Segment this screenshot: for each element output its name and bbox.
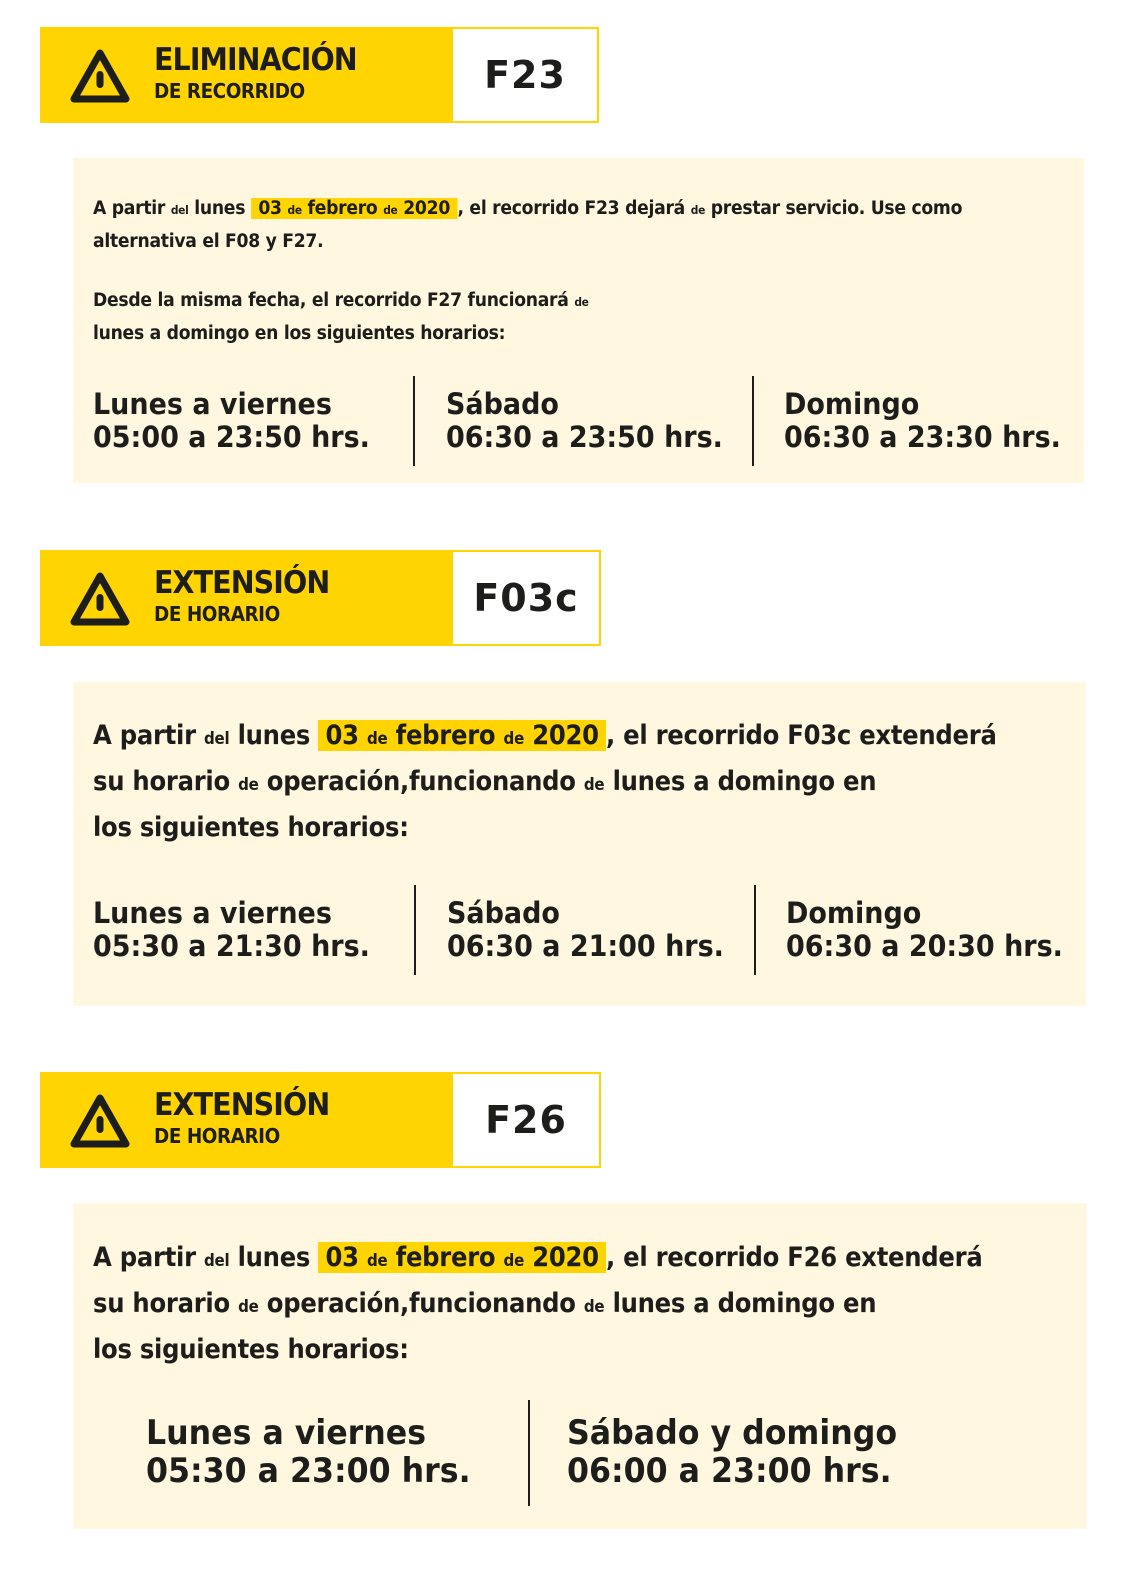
notice-type-title: ELIMINACIÓN [154,42,357,78]
notice-type-label [40,550,451,646]
route-code: F26 [451,1072,601,1168]
warning-icon [70,1094,130,1148]
warning-icon [70,572,130,626]
notice-paragraph: A partir del lunes 03 de febrero de 2020 , el recorrido F26 extenderá su horario de operación,funcionando de lunes a domingo en los siguientes horarios: [93,1242,983,1365]
notice-paragraph: A partir del lunes 03 de febrero de 2020 , el recorrido F23 dejará de prestar servicio. Use como alternativa el F08 y F27. [93,198,963,252]
schedule-item: Sábado 06:30 a 21:00 hrs. [447,896,724,963]
schedule-table [146,1400,910,1506]
schedule-table [93,376,1074,466]
notice-body-f03c [73,682,1086,1006]
notice-type-label [40,1072,451,1168]
notice-type-title: EXTENSIÓN [154,1087,330,1123]
notice-header-f23 [40,27,599,123]
notice-type-title: EXTENSIÓN [154,565,330,601]
notice-body-f26 [73,1203,1087,1529]
date-highlight: 03 de febrero de 2020 [251,198,458,219]
route-code: F03c [451,550,601,646]
notice-paragraph: A partir del lunes 03 de febrero de 2020 , el recorrido F03c extenderá su horario de operación,funcionando de lunes a domingo en los siguientes horarios: [93,720,997,843]
date-highlight: 03 de febrero de 2020 [318,720,606,751]
notice-paragraph: Desde la misma fecha, el recorrido F27 funcionará de lunes a domingo en los siguientes horarios: [93,290,589,344]
schedule-item: Sábado y domingo 06:00 a 23:00 hrs. [567,1413,898,1491]
warning-icon [70,49,130,103]
notice-body-f23 [73,158,1084,483]
schedule-item: Lunes a viernes 05:00 a 23:50 hrs. [93,387,370,454]
schedule-table [93,885,1076,975]
schedule-item: Domingo 06:30 a 20:30 hrs. [786,896,1063,963]
schedule-item: Sábado 06:30 a 23:50 hrs. [446,387,723,454]
notice-type-subtitle: DE HORARIO [154,602,280,626]
schedule-item: Domingo 06:30 a 23:30 hrs. [784,387,1061,454]
schedule-item: Lunes a viernes 05:30 a 23:00 hrs. [146,1413,471,1491]
notice-type-subtitle: DE HORARIO [154,1124,280,1148]
notice-header-f26 [40,1072,601,1168]
schedule-item: Lunes a viernes 05:30 a 21:30 hrs. [93,896,370,963]
route-code: F23 [451,27,599,123]
notice-type-label [40,27,451,123]
notice-type-subtitle: DE RECORRIDO [154,79,305,103]
date-highlight: 03 de febrero de 2020 [318,1242,606,1273]
notice-header-f03c [40,550,601,646]
